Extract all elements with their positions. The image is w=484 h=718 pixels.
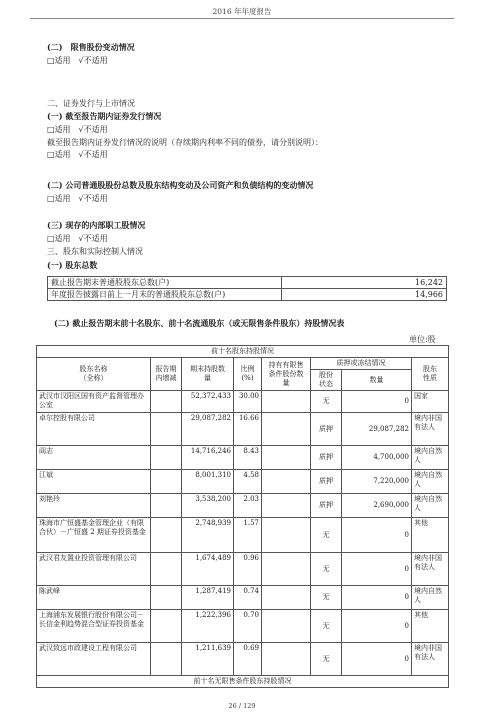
holder-change <box>151 446 182 470</box>
holder-name: 江斌 <box>37 470 151 494</box>
holder-ratio: 0.70 <box>234 610 262 643</box>
holder-restricted <box>262 413 311 446</box>
holder-nature: 境内自然人 <box>412 586 449 610</box>
holder-nature: 境内自然人 <box>412 494 449 518</box>
holder-pledge-qty: 0 <box>342 610 412 643</box>
holder-ratio: 0.69 <box>234 643 262 676</box>
table-row <box>48 289 447 301</box>
holder-nature: 其他 <box>412 518 449 553</box>
col-header-nature: 股东 性质 <box>412 358 449 391</box>
holder-ratio: 0.96 <box>234 553 262 586</box>
holder-pledge-status: 无 <box>311 553 342 586</box>
holder-restricted <box>262 553 311 586</box>
holder-shares: 1,674,489 <box>182 553 234 586</box>
holder-change <box>151 391 182 413</box>
holder-nature: 境内非国有法人 <box>412 553 449 586</box>
total-value: 16,242 <box>282 277 447 289</box>
holder-name: 上海浦东发展银行股份有限公司－长信金利趋势混合型证券投资基金 <box>37 610 151 643</box>
holder-pledge-qty: 0 <box>342 518 412 553</box>
holder-pledge-status: 无 <box>311 518 342 553</box>
holder-change <box>151 553 182 586</box>
holder-pledge-qty: 2,690,000 <box>342 494 412 518</box>
holder-pledge-status: 质押 <box>311 470 342 494</box>
col-header-pledge-qty: 数量 <box>342 370 412 391</box>
holder-ratio: 1.57 <box>234 518 262 553</box>
table-row <box>37 470 449 494</box>
shareholder-total-table <box>47 276 447 301</box>
section-top10-title: (二) 截止报告期末前十名股东、前十名流通股东（或无限售条件股东）持股情况表 <box>54 318 345 328</box>
section-issue2-options: □适用 √不适用 <box>47 194 108 203</box>
col-header-name: 股东名称 （全称） <box>37 358 151 391</box>
holder-name: 珠海市广恒盛基金管理企业（有限合伙）－广恒盛 2 期证券投资基金 <box>37 518 151 553</box>
holder-ratio: 4.58 <box>234 470 262 494</box>
holder-ratio: 30.00 <box>234 391 262 413</box>
holder-nature: 境内自然人 <box>412 470 449 494</box>
section-issue1-note: 截至报告期内证券发行情况的说明（存续期内利率不同的债券，请分别说明）： <box>47 138 323 147</box>
holder-pledge-status: 无 <box>311 586 342 610</box>
holder-nature: 境内非国有法人 <box>412 413 449 446</box>
holder-nature: 其他 <box>412 610 449 643</box>
col-header-shares: 期末持股数 量 <box>182 358 234 391</box>
top-ten-shareholders-table <box>36 345 449 688</box>
holder-pledge-qty: 0 <box>342 553 412 586</box>
table-row <box>37 494 449 518</box>
total-value: 14,966 <box>282 289 447 301</box>
holder-name: 卓尔控股有限公司 <box>37 413 151 446</box>
holder-ratio: 2.03 <box>234 494 262 518</box>
table-row <box>37 446 449 470</box>
holder-shares: 2,748,939 <box>182 518 234 553</box>
section-restricted-shares-options: □适用 √不适用 <box>47 56 108 65</box>
table-row <box>37 518 449 553</box>
col-header-pledge-group: 质押或冻结情况 <box>311 358 412 370</box>
section-issue1-options: □适用 √不适用 <box>47 125 108 134</box>
holder-nature: 境内非国有法人 <box>412 643 449 676</box>
table-row <box>37 643 449 676</box>
holder-change <box>151 413 182 446</box>
section-issue2-title: (二) 公司普通股股份总数及股东结构变动及公司资产和负债结构的变动情况 <box>47 180 314 190</box>
section-holders-title: 三、股东和实际控制人情况 <box>47 247 143 256</box>
table-row <box>37 391 449 413</box>
total-label: 截止报告期末普通股股东总数(户) <box>48 277 282 289</box>
holder-restricted <box>262 391 311 413</box>
col-header-change: 报告期 内增减 <box>151 358 182 391</box>
total-label: 年度报告披露日前上一月末的普通股股东总数(户) <box>48 289 282 301</box>
section-total-title: (一) 股东总数 <box>47 260 98 270</box>
holder-shares: 8,001,310 <box>182 470 234 494</box>
holder-pledge-status: 无 <box>311 643 342 676</box>
table-row <box>48 277 447 289</box>
section-issue3-options: □适用 √不适用 <box>47 234 108 243</box>
section-issue3-title: (三) 现存的内部职工股情况 <box>47 220 146 230</box>
holder-pledge-status: 无 <box>311 391 342 413</box>
holder-pledge-qty: 7,220,000 <box>342 470 412 494</box>
holder-change <box>151 518 182 553</box>
holder-nature: 境内自然人 <box>412 446 449 470</box>
holder-shares: 1,287,419 <box>182 586 234 610</box>
holder-pledge-qty: 4,700,000 <box>342 446 412 470</box>
header-divider <box>30 18 454 19</box>
page-number: 26 / 129 <box>228 702 256 710</box>
holder-pledge-qty: 0 <box>342 586 412 610</box>
holder-shares: 1,222,396 <box>182 610 234 643</box>
section-restricted-shares-title: (二) 限售股份变动情况 <box>47 42 135 52</box>
col-header-pledge-status: 股份 状态 <box>311 370 342 391</box>
holder-restricted <box>262 643 311 676</box>
unit-label: 单位:股 <box>409 335 436 344</box>
holder-change <box>151 643 182 676</box>
holder-name: 武汉致远市政建设工程有限公司 <box>37 643 151 676</box>
section-issue1-note-options: □适用 √不适用 <box>47 150 108 159</box>
section-issue-title: 二、证券发行与上市情况 <box>47 99 135 108</box>
holder-shares: 3,538,200 <box>182 494 234 518</box>
holder-restricted <box>262 470 311 494</box>
holder-ratio: 0.74 <box>234 586 262 610</box>
table-row <box>37 553 449 586</box>
table-row <box>37 586 449 610</box>
holder-ratio: 16.66 <box>234 413 262 446</box>
holder-pledge-qty: 29,087,282 <box>342 413 412 446</box>
holder-pledge-qty: 0 <box>342 391 412 413</box>
holder-restricted <box>262 610 311 643</box>
holder-change <box>151 610 182 643</box>
table-row <box>37 610 449 643</box>
holder-restricted <box>262 494 311 518</box>
holder-name: 武汉市汉阳区国有资产监督管理办公室 <box>37 391 151 413</box>
holder-ratio: 8.43 <box>234 446 262 470</box>
col-header-ratio: 比例 (%) <box>234 358 262 391</box>
holder-change <box>151 470 182 494</box>
holder-shares: 14,716,246 <box>182 446 234 470</box>
holder-shares: 1,211,639 <box>182 643 234 676</box>
page-header: 2016 年年度报告 <box>212 7 272 16</box>
holder-name: 陈武峰 <box>37 586 151 610</box>
table-row <box>37 413 449 446</box>
holder-shares: 29,087,282 <box>182 413 234 446</box>
holder-name: 刘艳玲 <box>37 494 151 518</box>
holder-name: 阎志 <box>37 446 151 470</box>
holder-nature: 国家 <box>412 391 449 413</box>
col-header-restricted: 持有有限售 条件股份数 量 <box>262 358 311 391</box>
holder-pledge-qty: 0 <box>342 643 412 676</box>
table-caption: 前十名股东持股情况 <box>37 346 449 358</box>
holder-change <box>151 586 182 610</box>
holder-restricted <box>262 518 311 553</box>
holder-name: 武汉君友置业投资管理有限公司 <box>37 553 151 586</box>
section-issue1-title: (一) 截至报告期内证券发行情况 <box>47 111 162 121</box>
holder-restricted <box>262 446 311 470</box>
holder-change <box>151 494 182 518</box>
holder-pledge-status: 无 <box>311 610 342 643</box>
holder-shares: 52,372,433 <box>182 391 234 413</box>
table-footer-caption: 前十名无限售条件股东持股情况 <box>37 676 449 688</box>
holder-pledge-status: 质押 <box>311 446 342 470</box>
holder-pledge-status: 质押 <box>311 494 342 518</box>
holder-pledge-status: 质押 <box>311 413 342 446</box>
holder-restricted <box>262 586 311 610</box>
